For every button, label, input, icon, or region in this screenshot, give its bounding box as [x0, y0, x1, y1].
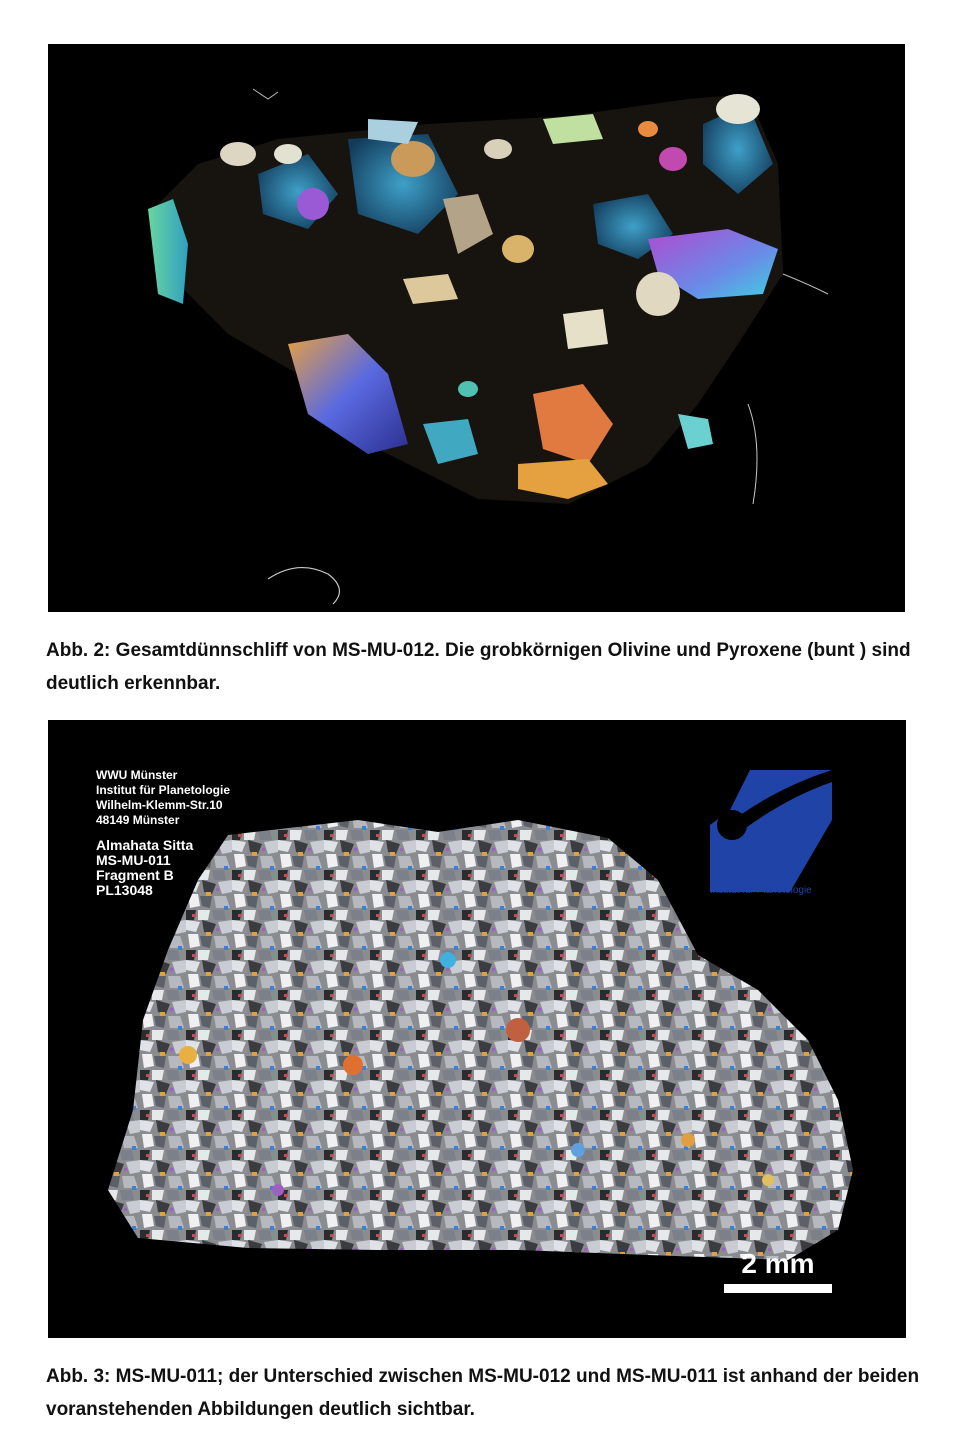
logo-caption: Institut für Planetologie: [710, 885, 812, 896]
sample-label-block: [96, 838, 230, 898]
sample-line-3: Fragment B: [96, 867, 174, 883]
sample-info-block: [96, 768, 230, 898]
sample-line-2: MS-MU-011: [96, 852, 171, 868]
figure-2-caption: Abb. 2: Gesamtdünnschliff von MS-MU-012. Die grobkörnigen Olivine und Pyroxene (bunt ) sind deutlich erkennbar.: [46, 640, 911, 694]
institution-line-4: 48149 Münster: [96, 813, 180, 827]
sample-line-1: Almahata Sitta: [96, 837, 194, 853]
institution-line-3: Wilhelm-Klemm-Str.10: [96, 798, 223, 812]
thin-section-image-ms-mu-012: [48, 44, 905, 612]
institution-line-2: Institut für Planetologie: [96, 783, 230, 797]
scale-bar-line: [724, 1284, 832, 1293]
figure-3-caption: Abb. 3: MS-MU-011; der Unterschied zwischen MS-MU-012 und MS-MU-011 ist anhand der beiden voranstehenden Abbildungen deutlich sichtbar.: [46, 1366, 920, 1420]
institution-line-1: WWU Münster: [96, 768, 178, 782]
sample-line-4: PL13048: [96, 882, 153, 898]
thin-section-image-ms-mu-011: [48, 720, 906, 1338]
scale-bar: [724, 1246, 832, 1293]
planetology-logo-icon: [710, 764, 832, 898]
institute-logo: [710, 764, 832, 898]
scale-bar-label: 2 mm: [741, 1248, 815, 1279]
thin-section-photo-2: [48, 44, 905, 612]
